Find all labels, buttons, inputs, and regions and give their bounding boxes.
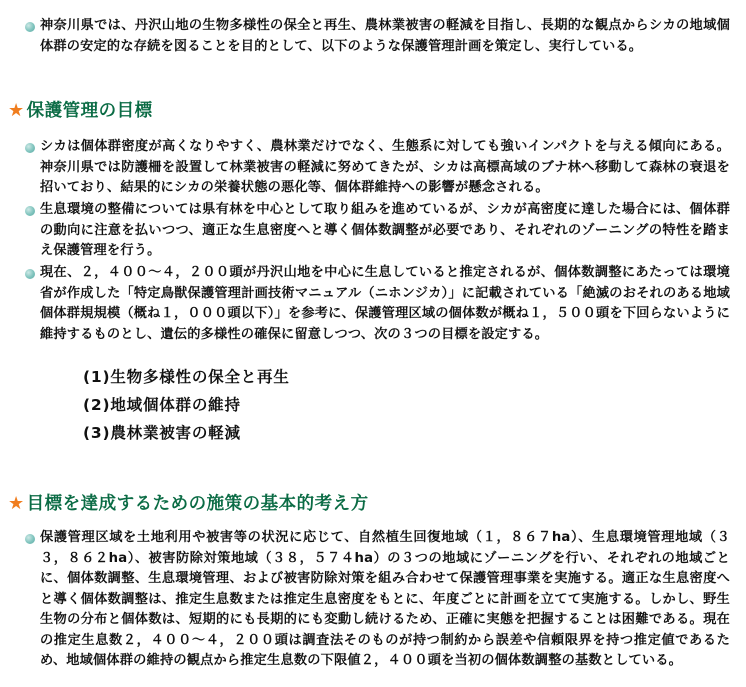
paragraph-text: 現在、２，４００～４，２００頭が丹沢山地を中心に生息していると推定されるが、個体数調整にあたっては環境省が作成した「特定鳥獣保護管理計画技術マニュアル（ニホンジカ）」に記載されている「絶滅のおそれのある地域個体群規規模（概ね１，０００頭以下）」を参考に、保護管理区域の個体数が概ね１，５００頭を下回らないように維持するものとし、遺伝的多様性の確保に留意しつつ、次の３つの目標を設定する。: [40, 265, 730, 342]
section-heading-goals: [8, 97, 153, 122]
section-heading-policy: [8, 490, 369, 515]
star-icon: ★: [8, 100, 25, 121]
bullet-dot-icon: [25, 206, 35, 216]
bullet-dot-icon: [25, 143, 35, 153]
star-icon: ★: [8, 493, 25, 514]
bullet-dot-icon: [25, 22, 35, 32]
list-item: [15, 263, 730, 345]
paragraph-text: 保護管理区域を土地利用や被害等の状況に応じて、自然植生回復地域（１，８６７ha）、生息環境管理地域（３３，８６２ha）、被害防除対策地域（３８，５７４ha）の３つの地域にゾーニングを行い、それぞれの地域ごとに、個体数調整、生息環境管理、および被害防除対策を組み合わせて保護管理事業を実施する。適正な生息密度へと導く個体数調整は、推定生息数または推定生息密度をもとに、年度ごとに計画を立てて実施する。しかし、野生生物の分布と個体数は、短期的にも長期的にも変動し続けるため、正確に実態を把握することは困難である。現在の推定生息数２，４００～４，２００頭は調査法そのものが持つ制約から誤差や信頼限界を持つ推定値であるため、地域個体群の維持の観点から推定生息数の下限値２，４００頭を当初の個体数調整の基数としている。: [40, 530, 730, 668]
list-item: [15, 200, 730, 262]
goal-item: (1)生物多様性の保全と再生: [83, 368, 290, 386]
paragraph-text: 生息環境の整備については県有林を中心として取り組みを進めているが、シカが高密度に達した場合には、個体群の動向に注意を払いつつ、適正な生息密度へと導く個体数調整が必要であり、それぞれのゾーニングの特性を踏まえ保護管理を行う。: [40, 202, 730, 258]
bullet-dot-icon: [25, 534, 35, 544]
list-item: [15, 137, 730, 199]
section-title: 目標を達成するための施策の基本的考え方: [26, 494, 369, 514]
section-title: 保護管理の目標: [26, 101, 153, 121]
intro-paragraph: [15, 16, 730, 60]
intro-text: 神奈川県では、丹沢山地の生物多様性の保全と再生、農林業被害の軽減を目指し、長期的な観点からシカの地域個体群の安定的な存続を図ることを目的として、以下のような保護管理計画を策定し、実行している。: [40, 18, 730, 54]
goal-item: (3)農林業被害の軽減: [83, 424, 241, 442]
bullet-dot-icon: [25, 269, 35, 279]
goal-item: (2)地域個体群の維持: [83, 396, 241, 414]
paragraph-text: シカは個体群密度が高くなりやすく、農林業だけでなく、生態系に対しても強いインパクトを与える傾向にある。神奈川県では防護柵を設置して林業被害の軽減に努めてきたが、シカは高標高域のブナ林へ移動して森林の衰退を招いており、結果的にシカの栄養状態の悪化等、個体群維持への影響が懸念される。: [40, 139, 730, 195]
list-item: [15, 528, 730, 683]
